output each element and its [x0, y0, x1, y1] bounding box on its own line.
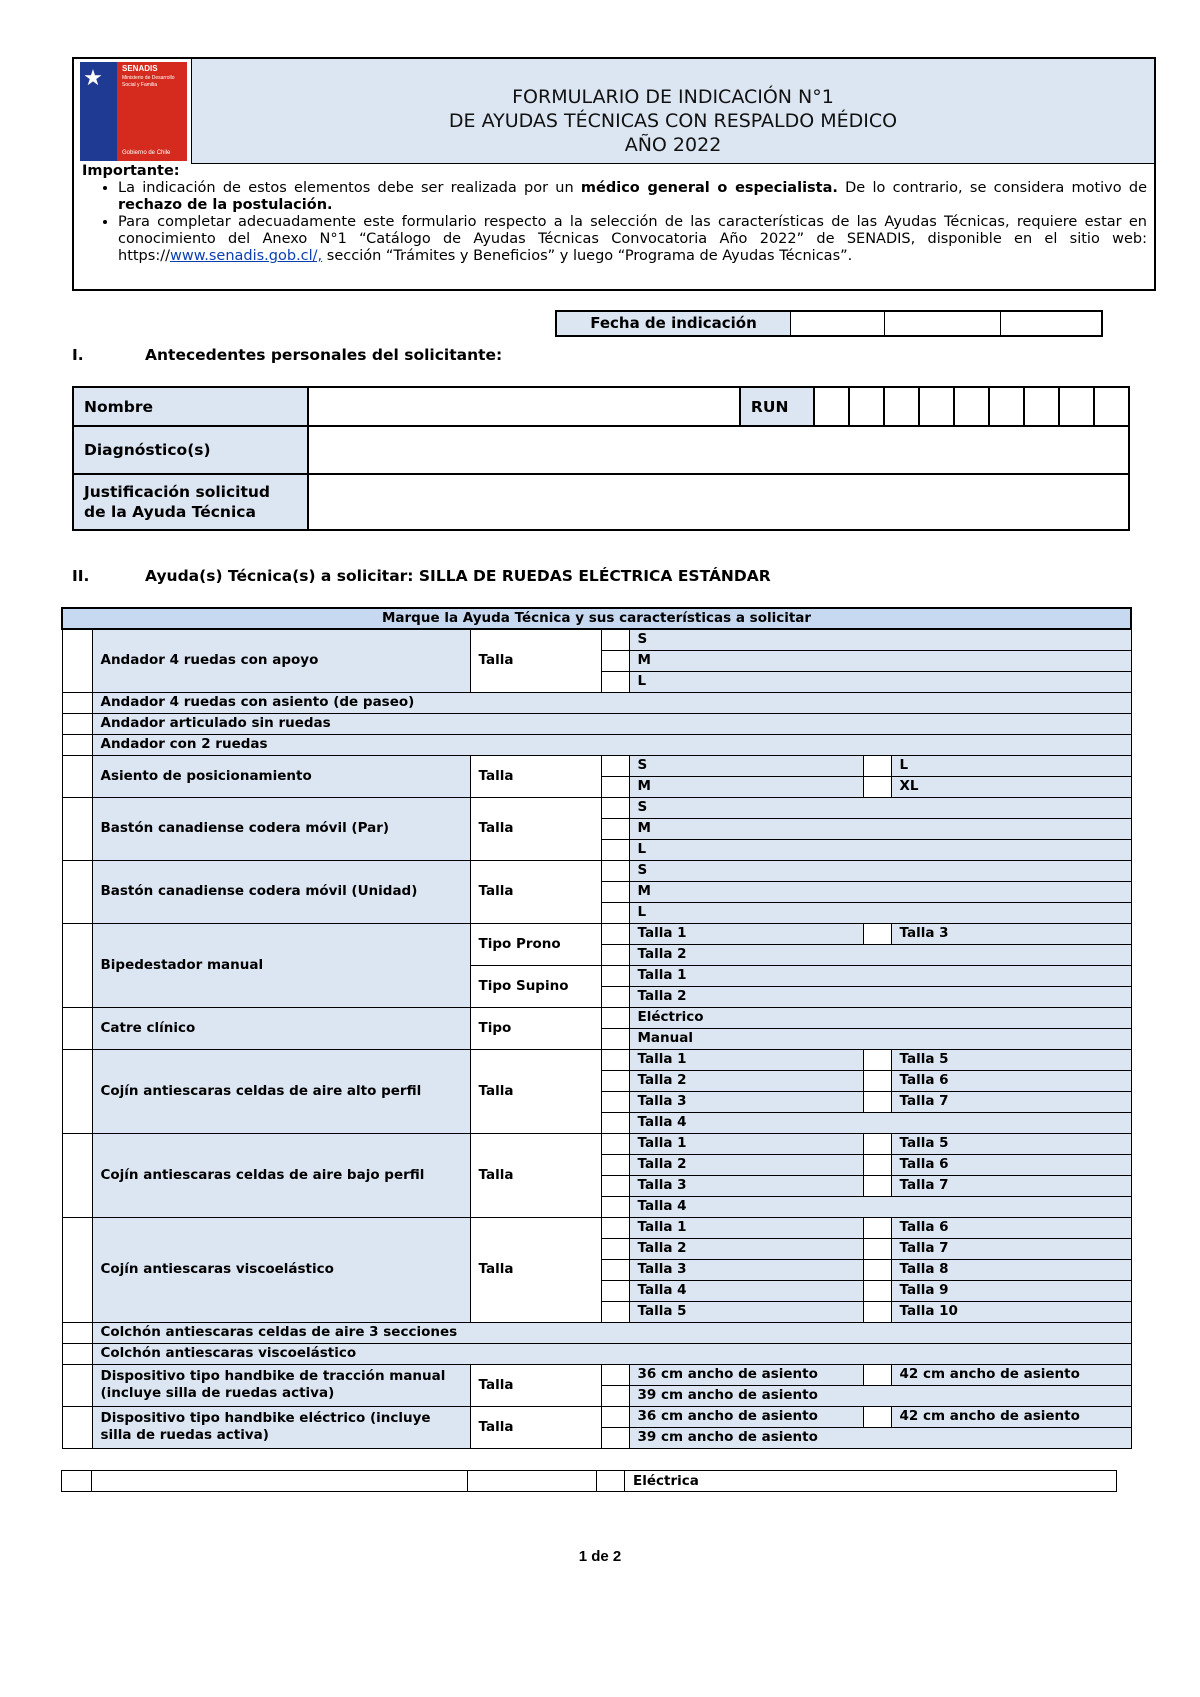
option-label: Talla 2 — [629, 1238, 863, 1259]
senadis-link[interactable]: www.senadis.gob.cl/, — [169, 248, 323, 264]
run-digit[interactable] — [849, 387, 884, 426]
section-1-number: I. — [72, 346, 84, 364]
aid-item: Dispositivo tipo handbike eléctrico (incluye silla de ruedas activa) — [92, 1406, 470, 1448]
option-label: S — [629, 629, 1131, 650]
option-checkbox[interactable] — [601, 1112, 629, 1133]
aid-item: Andador 4 ruedas con asiento (de paseo) — [92, 692, 1131, 713]
extra-row-table — [61, 1470, 1117, 1492]
logo-gov: Gobierno de Chile — [122, 150, 171, 156]
aid-checkbox[interactable] — [62, 1007, 92, 1049]
option-label: L — [629, 671, 1131, 692]
talla-label: Talla — [470, 755, 601, 797]
aid-item: Andador 4 ruedas con apoyo — [92, 629, 470, 692]
aid-item: Cojín antiescaras celdas de aire bajo perfil — [92, 1133, 470, 1217]
fecha-month-field[interactable] — [885, 312, 1001, 335]
option-checkbox[interactable] — [601, 944, 629, 965]
option-checkbox[interactable] — [863, 1070, 891, 1091]
note-2: • Para completar adecuadamente este formulario respecto a la selección de las características de las Ayudas Técnicas, requiere estar en conocimiento del Anexo N°1 “Catálogo de Ayudas Técnicas Convocatoria Año 2022” de SENADIS, disponible en el sitio web: https://www.senadis.gob.cl/, sección “Trámites y Beneficios” y luego “Programa de Ayudas Técnicas”. — [118, 214, 1147, 265]
option-label: Talla 5 — [891, 1133, 1131, 1154]
option-label: Talla 3 — [629, 1175, 863, 1196]
run-label: RUN — [740, 387, 814, 426]
aid-checkbox[interactable] — [62, 1364, 92, 1406]
talla-label: Talla — [470, 1406, 601, 1448]
option-checkbox[interactable] — [601, 797, 629, 818]
aid-checkbox[interactable] — [62, 860, 92, 923]
option-checkbox[interactable] — [601, 986, 629, 1007]
option-label: Talla 3 — [629, 1091, 863, 1112]
option-checkbox[interactable] — [601, 1238, 629, 1259]
option-checkbox[interactable] — [863, 1301, 891, 1322]
logo-ministry: Ministerio de Desarrollo Social y Familia — [122, 75, 175, 88]
aid-checkbox[interactable] — [62, 1133, 92, 1217]
option-label: Manual — [629, 1028, 1131, 1049]
option-label: Talla 7 — [891, 1238, 1131, 1259]
option-checkbox[interactable] — [601, 923, 629, 944]
option-label: L — [629, 902, 1131, 923]
option-label: Talla 5 — [629, 1301, 863, 1322]
option-checkbox[interactable] — [601, 818, 629, 839]
option-label: Talla 1 — [629, 965, 1131, 986]
nombre-label: Nombre — [73, 387, 308, 426]
logo-org: SENADIS — [122, 64, 158, 73]
aid-item: Andador con 2 ruedas — [92, 734, 1131, 755]
option-checkbox[interactable] — [863, 755, 891, 776]
option-checkbox[interactable] — [601, 755, 629, 776]
aid-item: Andador articulado sin ruedas — [92, 713, 1131, 734]
option-checkbox[interactable] — [863, 1406, 891, 1427]
run-digit[interactable] — [1024, 387, 1059, 426]
talla-label: Talla — [470, 860, 601, 923]
option-label: Talla 1 — [629, 1133, 863, 1154]
option-label: Talla 8 — [891, 1259, 1131, 1280]
diagnostico-field[interactable] — [308, 426, 1129, 474]
option-label: Talla 2 — [629, 1154, 863, 1175]
option-checkbox[interactable] — [601, 1196, 629, 1217]
option-label: L — [629, 839, 1131, 860]
section-2-title: Ayuda(s) Técnica(s) a solicitar: SILLA DE RUEDAS ELÉCTRICA ESTÁNDAR — [145, 567, 771, 585]
run-digit[interactable] — [884, 387, 919, 426]
option-label: 42 cm ancho de asiento — [891, 1406, 1131, 1427]
aid-item: Bastón canadiense codera móvil (Par) — [92, 797, 470, 860]
option-label: Talla 3 — [891, 923, 1131, 944]
title-line3: AÑO 2022 — [624, 134, 722, 156]
option-label: 36 cm ancho de asiento — [629, 1406, 863, 1427]
aid-item: Colchón antiescaras celdas de aire 3 secciones — [92, 1322, 1131, 1343]
extra-option-checkbox[interactable] — [597, 1471, 625, 1492]
note-1: • La indicación de estos elementos debe ser realizada por un médico general o especialista. De lo contrario, se considera motivo de rechazo de la postulación. — [118, 180, 1147, 214]
aids-header: Marque la Ayuda Técnica y sus características a solicitar — [62, 608, 1131, 629]
option-checkbox[interactable] — [863, 776, 891, 797]
extra-item-field[interactable] — [92, 1471, 468, 1492]
option-checkbox[interactable] — [601, 881, 629, 902]
run-digit[interactable] — [814, 387, 849, 426]
aid-item: Cojín antiescaras viscoelástico — [92, 1217, 470, 1322]
option-label: Talla 1 — [629, 1049, 863, 1070]
aid-checkbox[interactable] — [62, 1217, 92, 1322]
form-header — [72, 57, 1156, 291]
important-title: Importante: — [82, 163, 180, 179]
section-2-number: II. — [72, 567, 90, 585]
option-checkbox[interactable] — [863, 1049, 891, 1070]
fecha-label: Fecha de indicación — [557, 312, 791, 335]
option-checkbox[interactable] — [863, 1280, 891, 1301]
option-checkbox[interactable] — [863, 1133, 891, 1154]
talla-label: Talla — [470, 1133, 601, 1217]
option-label: Talla 2 — [629, 944, 1131, 965]
option-checkbox[interactable] — [601, 629, 629, 650]
section-1-title: Antecedentes personales del solicitante: — [145, 346, 503, 364]
option-label: Talla 6 — [891, 1070, 1131, 1091]
option-checkbox[interactable] — [863, 1091, 891, 1112]
aid-checkbox[interactable] — [62, 1406, 92, 1448]
option-checkbox[interactable] — [863, 1175, 891, 1196]
extra-checkbox[interactable] — [62, 1471, 92, 1492]
option-checkbox[interactable] — [601, 1028, 629, 1049]
run-digit[interactable] — [919, 387, 954, 426]
aid-checkbox[interactable] — [62, 629, 92, 692]
aids-table — [61, 607, 1132, 1449]
aid-checkbox[interactable] — [62, 1049, 92, 1133]
option-checkbox[interactable] — [863, 1217, 891, 1238]
option-checkbox[interactable] — [601, 1406, 629, 1427]
option-label: Talla 6 — [891, 1154, 1131, 1175]
talla-label: Talla — [470, 1364, 601, 1406]
title-line1: FORMULARIO DE INDICACIÓN N°1 — [512, 86, 834, 108]
option-label: Talla 5 — [891, 1049, 1131, 1070]
option-checkbox[interactable] — [601, 1007, 629, 1028]
option-label: Talla 1 — [629, 1217, 863, 1238]
option-checkbox[interactable] — [601, 1385, 629, 1406]
option-checkbox[interactable] — [601, 1364, 629, 1385]
option-checkbox[interactable] — [601, 1070, 629, 1091]
justificacion-label: Justificación solicitud de la Ayuda Técnica — [73, 474, 308, 530]
title-line2: DE AYUDAS TÉCNICAS CON RESPALDO MÉDICO — [448, 110, 898, 132]
option-label: Talla 10 — [891, 1301, 1131, 1322]
run-digit[interactable] — [989, 387, 1024, 426]
option-label: Talla 2 — [629, 986, 1131, 1007]
option-label: Talla 1 — [629, 923, 863, 944]
chile-coat-of-arms-icon: ★ — [83, 66, 103, 91]
option-checkbox[interactable] — [601, 1133, 629, 1154]
option-label: 39 cm ancho de asiento — [629, 1427, 1131, 1448]
diagnostico-label: Diagnóstico(s) — [73, 426, 308, 474]
option-checkbox[interactable] — [601, 965, 629, 986]
option-checkbox[interactable] — [601, 1049, 629, 1070]
senadis-logo — [74, 59, 192, 164]
talla-label: Talla — [470, 629, 601, 692]
aid-item: Colchón antiescaras viscoelástico — [92, 1343, 1131, 1364]
aid-checkbox[interactable] — [62, 755, 92, 797]
aid-checkbox[interactable] — [62, 923, 92, 1007]
important-notes — [82, 163, 1147, 265]
option-label: Talla 4 — [629, 1280, 863, 1301]
fecha-day-field[interactable] — [791, 312, 885, 335]
option-checkbox[interactable] — [863, 1238, 891, 1259]
option-checkbox[interactable] — [863, 1259, 891, 1280]
option-checkbox[interactable] — [601, 1301, 629, 1322]
option-checkbox[interactable] — [601, 671, 629, 692]
title-banner — [74, 59, 1154, 164]
aid-checkbox[interactable] — [62, 734, 92, 755]
option-checkbox[interactable] — [601, 1154, 629, 1175]
option-label: L — [891, 755, 1131, 776]
tipo-prono-label: Tipo Prono — [470, 923, 601, 965]
talla-label: Talla — [470, 1049, 601, 1133]
talla-label: Talla — [470, 1217, 601, 1322]
tipo-label: Tipo — [470, 1007, 601, 1049]
talla-label: Talla — [470, 797, 601, 860]
option-label: M — [629, 881, 1131, 902]
option-checkbox[interactable] — [863, 923, 891, 944]
extra-option-label: Eléctrica — [625, 1471, 1117, 1492]
aid-checkbox[interactable] — [62, 692, 92, 713]
aid-item: Dispositivo tipo handbike de tracción manual (incluye silla de ruedas activa) — [92, 1364, 470, 1406]
option-label: S — [629, 797, 1131, 818]
option-checkbox[interactable] — [601, 650, 629, 671]
option-checkbox[interactable] — [863, 1154, 891, 1175]
option-label: 39 cm ancho de asiento — [629, 1385, 1131, 1406]
page-title — [192, 85, 1154, 157]
fecha-year-field[interactable] — [1001, 312, 1101, 335]
option-checkbox[interactable] — [601, 1217, 629, 1238]
run-digit[interactable] — [1059, 387, 1094, 426]
aid-item: Asiento de posicionamiento — [92, 755, 470, 797]
option-label: Eléctrico — [629, 1007, 1131, 1028]
option-label: S — [629, 860, 1131, 881]
option-checkbox[interactable] — [601, 1427, 629, 1448]
option-label: 36 cm ancho de asiento — [629, 1364, 863, 1385]
run-digit[interactable] — [1094, 387, 1129, 426]
option-label: Talla 9 — [891, 1280, 1131, 1301]
aid-item: Catre clínico — [92, 1007, 470, 1049]
option-label: Talla 4 — [629, 1112, 1131, 1133]
aid-item: Bastón canadiense codera móvil (Unidad) — [92, 860, 470, 923]
option-label: M — [629, 776, 863, 797]
tipo-supino-label: Tipo Supino — [470, 965, 601, 1007]
option-label: Talla 7 — [891, 1175, 1131, 1196]
aid-checkbox[interactable] — [62, 797, 92, 860]
personal-table — [72, 386, 1130, 531]
option-label: Talla 6 — [891, 1217, 1131, 1238]
aid-checkbox[interactable] — [62, 713, 92, 734]
option-label: Talla 4 — [629, 1196, 1131, 1217]
option-checkbox[interactable] — [601, 1091, 629, 1112]
option-checkbox[interactable] — [863, 1364, 891, 1385]
option-label: Talla 2 — [629, 1070, 863, 1091]
nombre-field[interactable] — [308, 387, 740, 426]
page-number: 1 de 2 — [578, 1548, 622, 1565]
option-checkbox[interactable] — [601, 902, 629, 923]
option-checkbox[interactable] — [601, 1280, 629, 1301]
option-checkbox[interactable] — [601, 1259, 629, 1280]
option-label: M — [629, 650, 1131, 671]
option-label: Talla 3 — [629, 1259, 863, 1280]
aid-item: Cojín antiescaras celdas de aire alto perfil — [92, 1049, 470, 1133]
option-checkbox[interactable] — [601, 776, 629, 797]
run-digit[interactable] — [954, 387, 989, 426]
extra-talla-field[interactable] — [468, 1471, 597, 1492]
option-label: Talla 7 — [891, 1091, 1131, 1112]
aid-checkbox[interactable] — [62, 1343, 92, 1364]
option-label: XL — [891, 776, 1131, 797]
option-checkbox[interactable] — [601, 839, 629, 860]
aid-checkbox[interactable] — [62, 1322, 92, 1343]
option-label: S — [629, 755, 863, 776]
justificacion-field[interactable] — [308, 474, 1129, 530]
option-label: 42 cm ancho de asiento — [891, 1364, 1131, 1385]
option-checkbox[interactable] — [601, 860, 629, 881]
option-label: M — [629, 818, 1131, 839]
fecha-indicacion — [555, 310, 1103, 337]
option-checkbox[interactable] — [601, 1175, 629, 1196]
aid-item: Bipedestador manual — [92, 923, 470, 1007]
